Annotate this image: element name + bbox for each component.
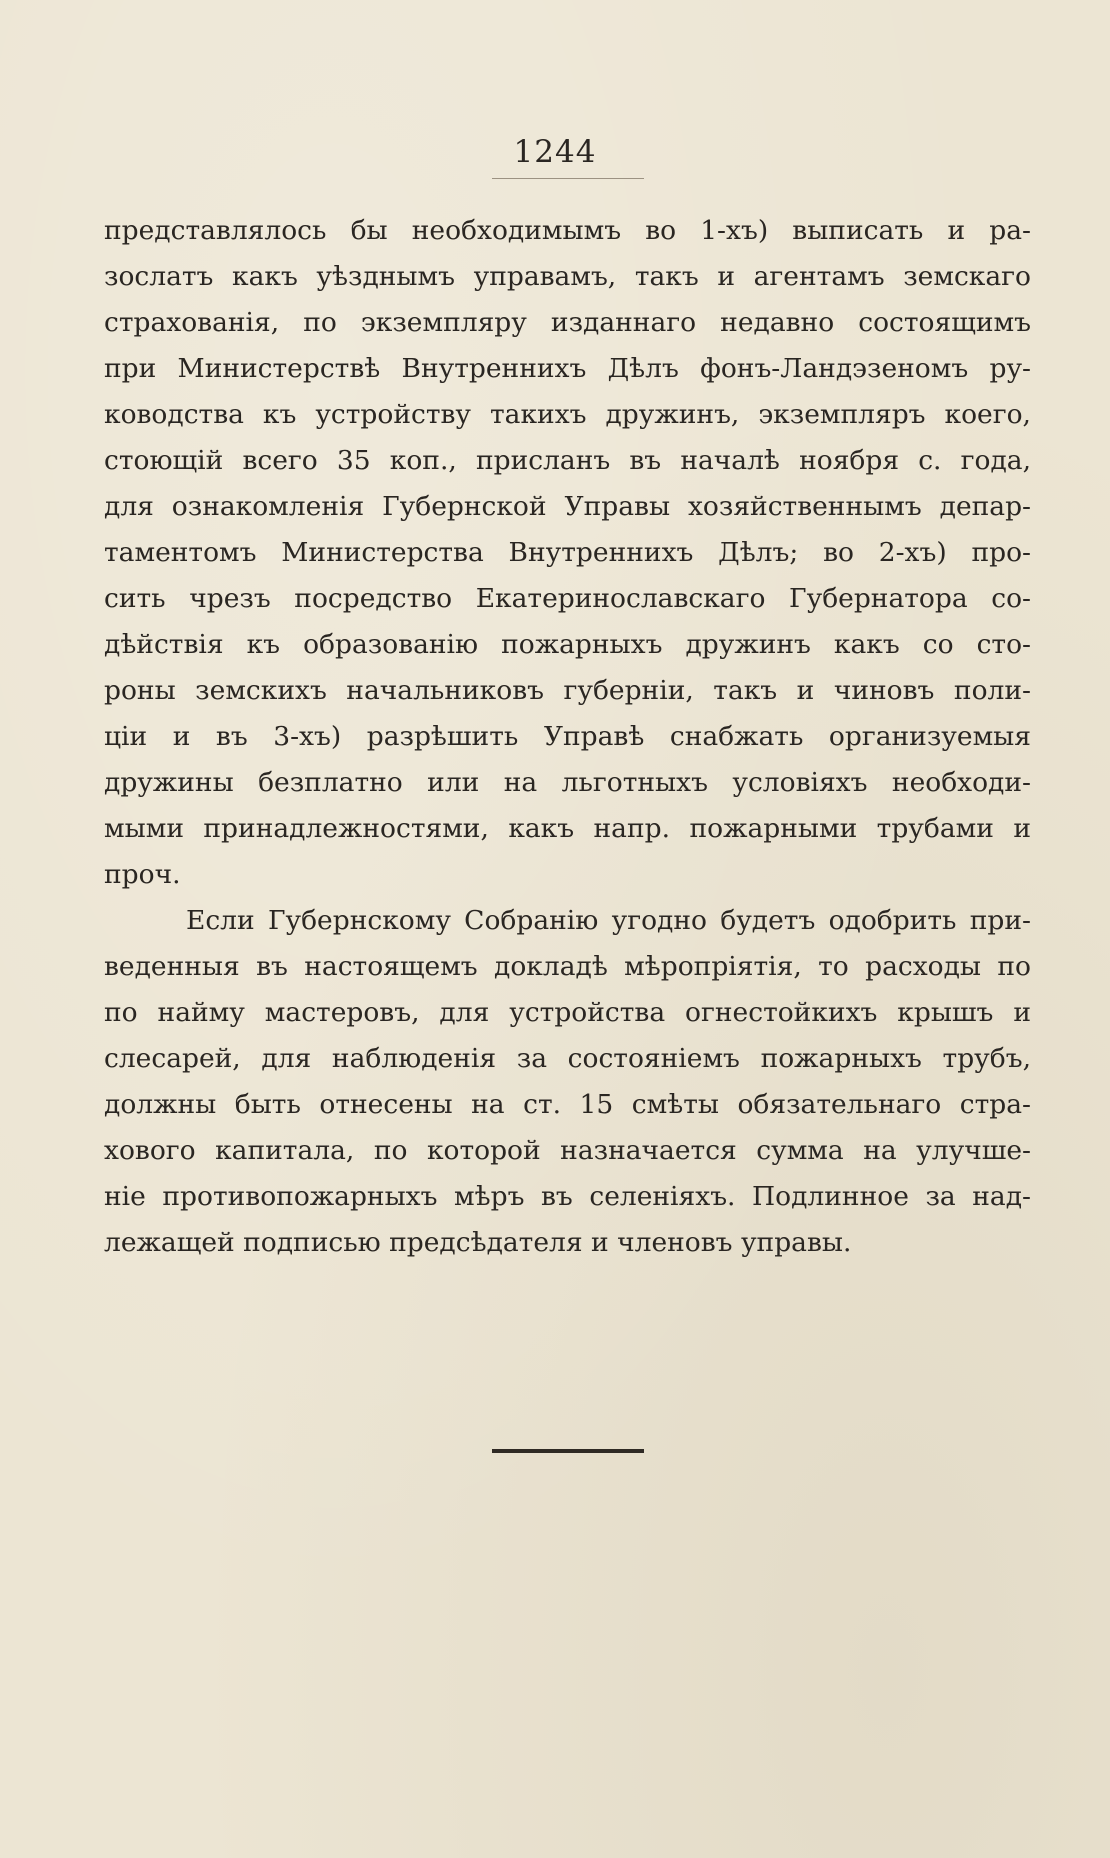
text-line: страхованія, по экземпляру изданнаго недавно состоящимъ [104,307,1031,338]
text-line: таментомъ Министерства Внутреннихъ Дѣлъ; во 2-хъ) про- [104,537,1031,568]
text-line: по найму мастеровъ, для устройства огнестойкихъ крышъ и [104,997,1031,1028]
text-line: веденныя въ настоящемъ докладѣ мѣропріятія, то расходы по [104,951,1031,982]
text-line: зослатъ какъ уѣзднымъ управамъ, такъ и агентамъ земскаго [104,261,1031,292]
text-line: Если Губернскому Собранію угодно будетъ одобрить при- [186,905,1031,936]
body-text [104,208,1031,1266]
text-line: представлялось бы необходимымъ во 1-хъ) выписать и ра- [104,215,1031,246]
text-line: проч. [104,859,181,890]
text-line: мыми принадлежностями, какъ напр. пожарными трубами и [104,813,1031,844]
text-line: должны быть отнесены на ст. 15 смѣты обязательнаго стра- [104,1089,1031,1120]
text-line: роны земскихъ начальниковъ губерніи, такъ и чиновъ поли- [104,675,1031,706]
text-line: лежащей подписью предсѣдателя и членовъ управы. [104,1227,852,1258]
text-line: стоющій всего 35 коп., присланъ въ началѣ ноября с. года, [104,445,1031,476]
text-line: ніе противопожарныхъ мѣръ въ селеніяхъ. Подлинное за над- [104,1181,1031,1212]
paragraph-1 [104,208,1031,898]
text-line: хового капитала, по которой назначается сумма на улучше- [104,1135,1031,1166]
text-line: ководства къ устройству такихъ дружинъ, экземпляръ коего, [104,399,1031,430]
text-line: для ознакомленія Губернской Управы хозяйственнымъ депар- [104,491,1031,522]
end-rule [492,1449,644,1453]
text-line: дружины безплатно или на льготныхъ условіяхъ необходи- [104,767,1031,798]
header-rule [492,178,644,179]
text-line: дѣйствія къ образованію пожарныхъ дружинъ какъ со сто- [104,629,1031,660]
text-line: сить чрезъ посредство Екатеринославскаго Губернатора со- [104,583,1031,614]
paragraph-2 [104,898,1031,1266]
text-line: ціи и въ 3-хъ) разрѣшить Управѣ снабжать организуемыя [104,721,1031,752]
page-number: 1244 [513,134,597,170]
text-line: при Министерствѣ Внутреннихъ Дѣлъ фонъ-Ландэзеномъ ру- [104,353,1031,384]
text-line: слесарей, для наблюденія за состояніемъ пожарныхъ трубъ, [104,1043,1031,1074]
